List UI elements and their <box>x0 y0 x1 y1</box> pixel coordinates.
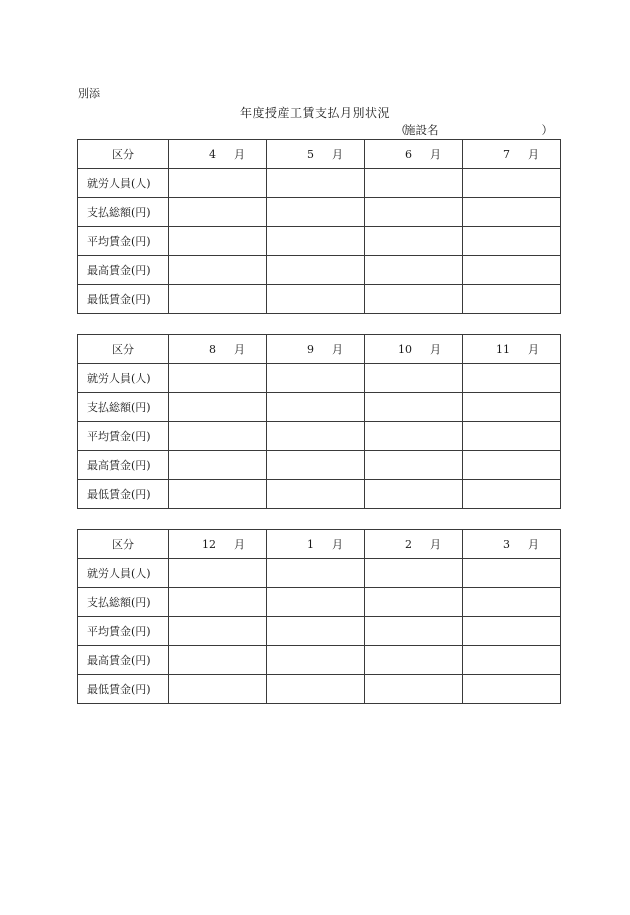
month-unit: 月 <box>528 148 539 161</box>
value-cell[interactable] <box>169 285 267 314</box>
value-cell[interactable] <box>267 256 365 285</box>
value-cell[interactable] <box>463 451 561 480</box>
value-cell[interactable] <box>463 198 561 227</box>
value-cell[interactable] <box>267 451 365 480</box>
value-cell[interactable] <box>169 617 267 646</box>
row-label-cell: 最低賃金(円) <box>78 285 169 314</box>
month-header-cell <box>169 140 267 169</box>
value-cell[interactable] <box>169 559 267 588</box>
value-cell[interactable] <box>169 227 267 256</box>
month-header-cell <box>267 335 365 364</box>
value-cell[interactable] <box>463 227 561 256</box>
value-cell[interactable] <box>267 617 365 646</box>
value-cell[interactable] <box>365 588 463 617</box>
month-header-cell <box>463 530 561 559</box>
value-cell[interactable] <box>267 198 365 227</box>
value-cell[interactable] <box>365 646 463 675</box>
row-label-cell: 支払総額(円) <box>78 393 169 422</box>
attachment-label: 別添 <box>78 87 100 100</box>
value-cell[interactable] <box>267 675 365 704</box>
value-cell[interactable] <box>267 480 365 509</box>
value-cell[interactable] <box>463 422 561 451</box>
value-cell[interactable] <box>267 559 365 588</box>
month-unit: 月 <box>528 538 539 551</box>
value-cell[interactable] <box>365 422 463 451</box>
value-cell[interactable] <box>169 646 267 675</box>
table-header-row <box>78 530 561 559</box>
value-cell[interactable] <box>365 393 463 422</box>
month-unit: 月 <box>234 538 245 551</box>
value-cell[interactable] <box>169 480 267 509</box>
value-cell[interactable] <box>169 422 267 451</box>
table-row <box>78 675 561 704</box>
value-cell[interactable] <box>463 480 561 509</box>
document-title: 年度授産工賃支払月別状況 <box>239 106 390 120</box>
month-number: 9 <box>307 343 314 356</box>
value-cell[interactable] <box>463 646 561 675</box>
value-cell[interactable] <box>267 646 365 675</box>
monthly-table-2 <box>77 334 561 509</box>
table-row <box>78 451 561 480</box>
table-row <box>78 227 561 256</box>
month-number: 8 <box>209 343 216 356</box>
value-cell[interactable] <box>463 285 561 314</box>
value-cell[interactable] <box>365 169 463 198</box>
month-number: 2 <box>405 538 412 551</box>
month-unit: 月 <box>234 343 245 356</box>
value-cell[interactable] <box>365 617 463 646</box>
header-category-cell: 区分 <box>78 530 169 559</box>
table-row <box>78 617 561 646</box>
value-cell[interactable] <box>267 169 365 198</box>
month-unit: 月 <box>430 148 441 161</box>
month-header-cell <box>365 335 463 364</box>
facility-name-label: 施設名 <box>404 123 439 137</box>
month-unit: 月 <box>528 343 539 356</box>
value-cell[interactable] <box>463 393 561 422</box>
table-row <box>78 559 561 588</box>
value-cell[interactable] <box>463 169 561 198</box>
month-unit: 月 <box>332 343 343 356</box>
value-cell[interactable] <box>169 393 267 422</box>
row-label-cell: 就労人員(人) <box>78 169 169 198</box>
value-cell[interactable] <box>365 559 463 588</box>
month-unit: 月 <box>332 148 343 161</box>
month-number: 1 <box>307 538 314 551</box>
month-unit: 月 <box>332 538 343 551</box>
row-label-cell: 最低賃金(円) <box>78 675 169 704</box>
row-label-cell: 就労人員(人) <box>78 364 169 393</box>
row-label-cell: 平均賃金(円) <box>78 227 169 256</box>
month-header-cell <box>365 530 463 559</box>
value-cell[interactable] <box>463 588 561 617</box>
table-row <box>78 285 561 314</box>
month-number: 5 <box>307 148 314 161</box>
month-number: 11 <box>496 343 510 356</box>
month-number: 6 <box>405 148 412 161</box>
month-header-cell <box>463 335 561 364</box>
value-cell[interactable] <box>267 364 365 393</box>
value-cell[interactable] <box>169 198 267 227</box>
value-cell[interactable] <box>169 588 267 617</box>
table-header-row <box>78 140 561 169</box>
value-cell[interactable] <box>365 198 463 227</box>
facility-open-paren: （ <box>395 123 407 137</box>
month-number: 4 <box>209 148 216 161</box>
month-number: 7 <box>503 148 510 161</box>
month-number: 3 <box>503 538 510 551</box>
value-cell[interactable] <box>463 617 561 646</box>
value-cell[interactable] <box>365 675 463 704</box>
month-header-cell <box>267 530 365 559</box>
value-cell[interactable] <box>365 480 463 509</box>
table-row <box>78 393 561 422</box>
table-row <box>78 198 561 227</box>
value-cell[interactable] <box>365 256 463 285</box>
row-label-cell: 平均賃金(円) <box>78 617 169 646</box>
value-cell[interactable] <box>267 227 365 256</box>
row-label-cell: 支払総額(円) <box>78 588 169 617</box>
value-cell[interactable] <box>169 169 267 198</box>
month-unit: 月 <box>430 343 441 356</box>
month-header-cell <box>365 140 463 169</box>
value-cell[interactable] <box>169 364 267 393</box>
row-label-cell: 平均賃金(円) <box>78 422 169 451</box>
month-header-cell <box>169 335 267 364</box>
header-category-cell: 区分 <box>78 140 169 169</box>
value-cell[interactable] <box>463 364 561 393</box>
month-unit: 月 <box>430 538 441 551</box>
month-header-cell <box>463 140 561 169</box>
table-row <box>78 480 561 509</box>
row-label-cell: 最低賃金(円) <box>78 480 169 509</box>
table-row <box>78 588 561 617</box>
value-cell[interactable] <box>267 393 365 422</box>
value-cell[interactable] <box>169 451 267 480</box>
value-cell[interactable] <box>365 451 463 480</box>
table-row <box>78 364 561 393</box>
monthly-table-1 <box>77 139 561 314</box>
month-header-cell <box>267 140 365 169</box>
value-cell[interactable] <box>365 227 463 256</box>
table-row <box>78 256 561 285</box>
value-cell[interactable] <box>169 675 267 704</box>
row-label-cell: 最高賃金(円) <box>78 451 169 480</box>
month-number: 12 <box>202 538 216 551</box>
table-row <box>78 646 561 675</box>
value-cell[interactable] <box>267 588 365 617</box>
value-cell[interactable] <box>169 256 267 285</box>
value-cell[interactable] <box>267 422 365 451</box>
table-header-row <box>78 335 561 364</box>
value-cell[interactable] <box>365 364 463 393</box>
table-row <box>78 422 561 451</box>
value-cell[interactable] <box>463 675 561 704</box>
facility-close-paren: ） <box>541 123 553 137</box>
value-cell[interactable] <box>365 285 463 314</box>
month-number: 10 <box>398 343 412 356</box>
value-cell[interactable] <box>463 559 561 588</box>
row-label-cell: 就労人員(人) <box>78 559 169 588</box>
monthly-table-3 <box>77 529 561 704</box>
table-row <box>78 169 561 198</box>
month-unit: 月 <box>234 148 245 161</box>
month-header-cell <box>169 530 267 559</box>
row-label-cell: 最高賃金(円) <box>78 646 169 675</box>
value-cell[interactable] <box>463 256 561 285</box>
row-label-cell: 支払総額(円) <box>78 198 169 227</box>
header-category-cell: 区分 <box>78 335 169 364</box>
row-label-cell: 最高賃金(円) <box>78 256 169 285</box>
value-cell[interactable] <box>267 285 365 314</box>
